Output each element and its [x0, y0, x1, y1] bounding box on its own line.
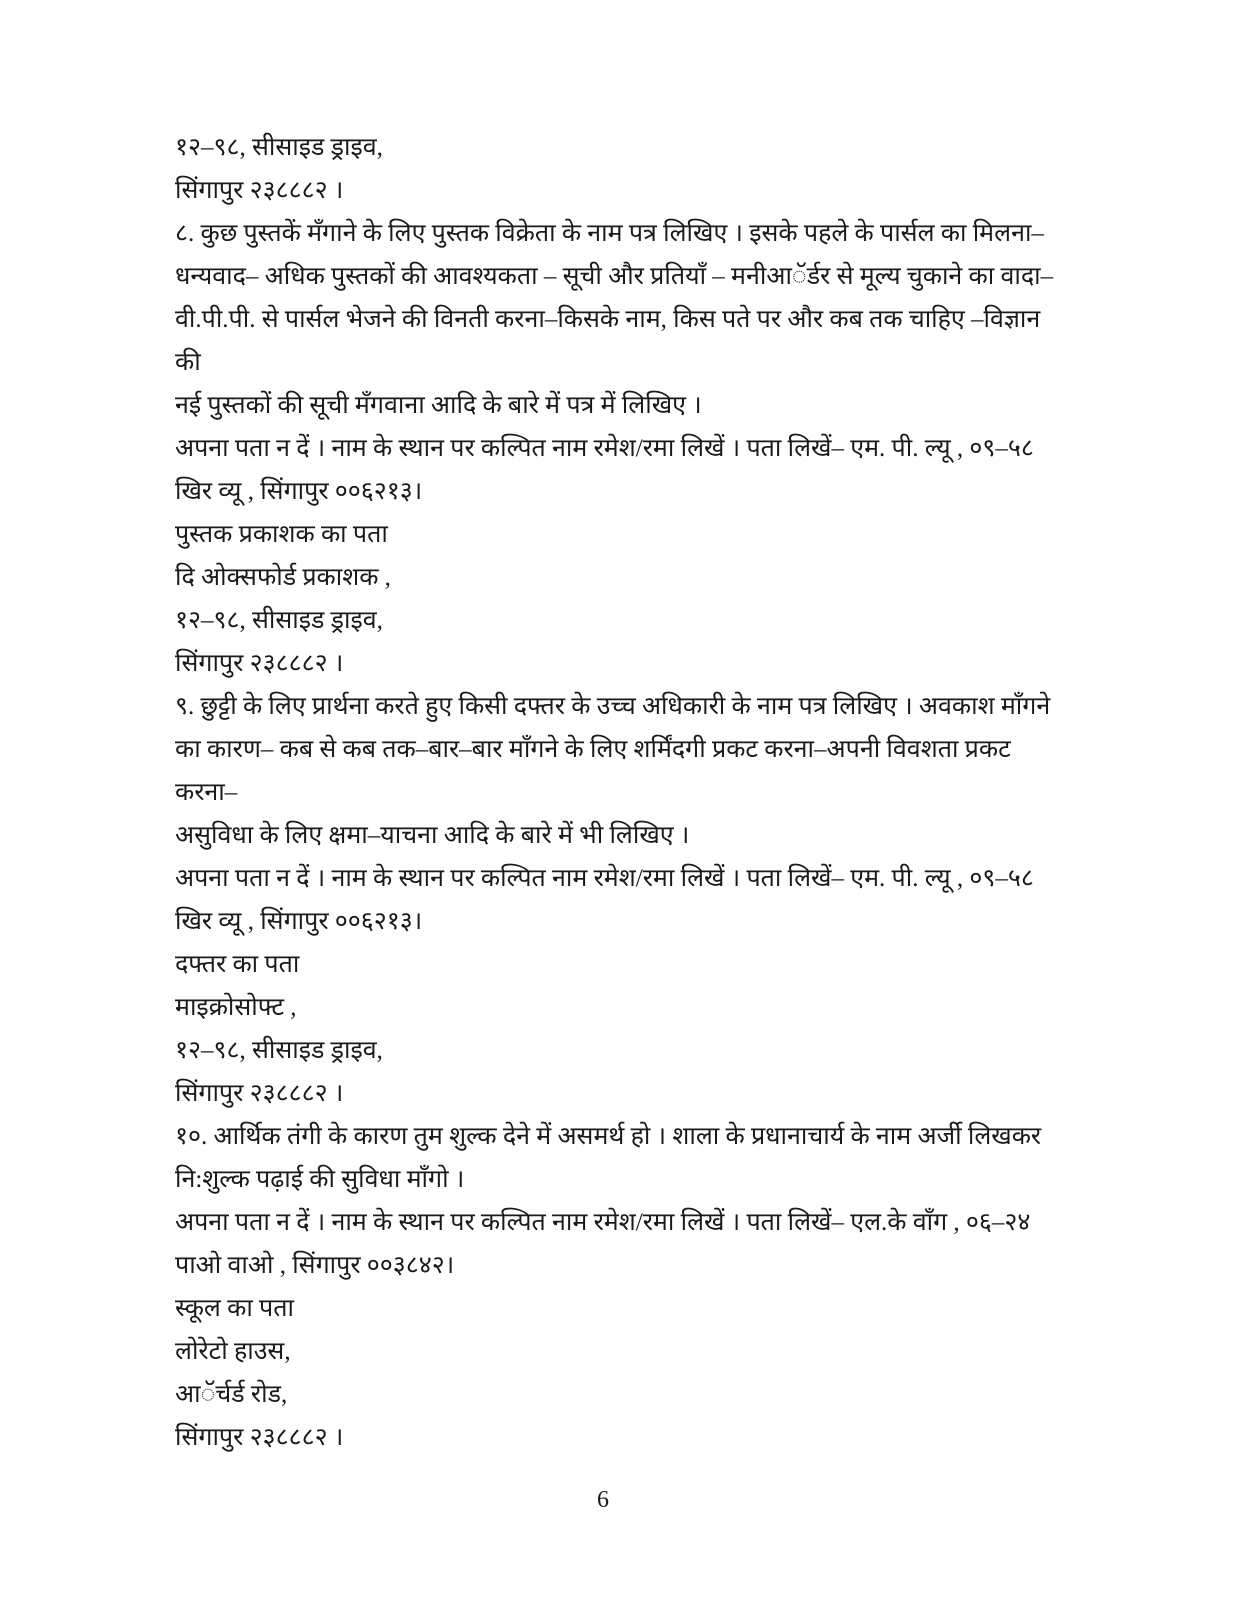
text-line: दफ्तर का पता	[175, 951, 300, 978]
text-line: नि:शुल्क पढ़ाई की सुविधा माँगो ।	[175, 1166, 465, 1193]
text-line: १२–९८, सीसाइड ड्राइव,	[175, 607, 383, 634]
text-line: दि ओक्सफोर्ड प्रकाशक ,	[175, 564, 391, 591]
text-line: १०. आर्थिक तंगी के कारण तुम शुल्क देने में असमर्थ हो । शाला के प्रधानाचार्य के नाम अर्जी लिखकर	[175, 1123, 1042, 1150]
text-line: अपना पता न दें । नाम के स्थान पर कल्पित नाम रमेश/रमा लिखें । पता लिखें– एम. पी. ल्यू , ०९–५८	[175, 435, 1034, 462]
text-content	[175, 126, 1065, 1459]
text-line: असुविधा के लिए क्षमा–याचना आदि के बारे में भी लिखिए ।	[175, 822, 690, 849]
text-line: सिंगापुर २३८८८२ ।	[175, 650, 344, 677]
text-line: का कारण– कब से कब तक–बार–बार माँगने के लिए शर्मिंदगी प्रकट करना–अपनी विवशता प्रकट करना–	[175, 736, 1011, 806]
text-line: खिर व्यू , सिंगापुर ००६२१३।	[175, 908, 423, 935]
text-line: सिंगापुर २३८८८२ ।	[175, 177, 344, 204]
text-line: आॅर्चर्ड रोड,	[175, 1381, 288, 1408]
text-line: १२–९८, सीसाइड ड्राइव,	[175, 1037, 383, 1064]
text-line: ८. कुछ पुस्तकें मँगाने के लिए पुस्तक विक्रेता के नाम पत्र लिखिए । इसके पहले के पार्सल का मिलना–	[175, 220, 1044, 247]
text-line: पुस्तक प्रकाशक का पता	[175, 521, 388, 548]
text-line: पाओ वाओ , सिंगापुर ००३८४२।	[175, 1252, 455, 1279]
text-line: धन्यवाद– अधिक पुस्तकों की आवश्यकता – सूची और प्रतियाँ – मनीआॅर्डर से मूल्य चुकाने का वादा–	[175, 263, 1054, 290]
page-number: 6	[597, 1487, 609, 1513]
text-line: वी.पी.पी. से पार्सल भेजने की विनती करना–किसके नाम, किस पते पर और कब तक चाहिए –विज्ञान की	[175, 306, 1041, 376]
text-line: खिर व्यू , सिंगापुर ००६२१३।	[175, 478, 423, 505]
text-line: सिंगापुर २३८८८२ ।	[175, 1424, 344, 1451]
text-line: सिंगापुर २३८८८२ ।	[175, 1080, 344, 1107]
text-line: लोरेटो हाउस,	[175, 1338, 291, 1365]
text-line: अपना पता न दें । नाम के स्थान पर कल्पित नाम रमेश/रमा लिखें । पता लिखें– एल.के वाँग , ०६–२४	[175, 1209, 1031, 1236]
text-line: १२–९८, सीसाइड ड्राइव,	[175, 134, 383, 161]
text-line: स्कूल का पता	[175, 1295, 294, 1322]
text-line: नई पुस्तकों की सूची मँगवाना आदि के बारे में पत्र में लिखिए ।	[175, 392, 702, 419]
text-line: अपना पता न दें । नाम के स्थान पर कल्पित नाम रमेश/रमा लिखें । पता लिखें– एम. पी. ल्यू , ०९–५८	[175, 865, 1034, 892]
text-line: माइक्रोसोफ्ट ,	[175, 994, 297, 1021]
text-line: ९. छुट्टी के लिए प्रार्थना करते हुए किसी दफ्तर के उच्च अधिकारी के नाम पत्र लिखिए । अवकाश माँगने	[175, 693, 1051, 720]
